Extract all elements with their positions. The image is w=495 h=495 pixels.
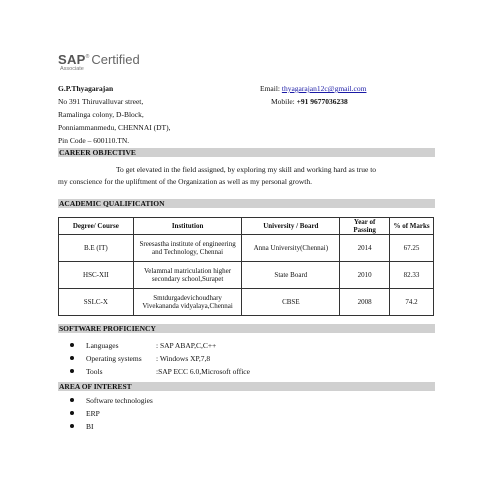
column-header: Institution <box>133 218 242 235</box>
address-line-1: No 391 Thiruvalluvar street, <box>58 97 144 106</box>
skill-label: Tools <box>86 367 103 376</box>
degree-cell: HSC-XII <box>59 262 134 289</box>
board-cell: Anna University(Chennai) <box>242 235 340 262</box>
year-cell: 2014 <box>340 235 390 262</box>
candidate-name: G.P.Thyagarajan <box>58 84 114 93</box>
email-label: Email: <box>260 84 280 93</box>
institution-cell: Velammal matriculation higher secondary school,Surapet <box>133 262 242 289</box>
area-of-interest-heading: AREA OF INTEREST <box>58 382 435 391</box>
institution-cell: Smtdurgadevichoudhary Vivekananda vidyalaya,Chennai <box>133 289 242 316</box>
degree-cell: SSLC-X <box>59 289 134 316</box>
objective-line-1: To get elevated in the field assigned, by exploring my skill and working hard as true to <box>116 165 377 174</box>
objective-line-2: my conscience for the upliftment of the Organization as well as my personal growth. <box>58 177 312 186</box>
skill-value: : Windows XP,7,8 <box>156 354 211 363</box>
skill-value: : SAP ABAP,C,C++ <box>156 341 217 350</box>
sap-certified-logo <box>58 52 140 67</box>
mobile-number: +91 9677036238 <box>296 97 348 106</box>
logo-registered-mark: ® <box>85 54 90 60</box>
column-header: University / Board <box>242 218 340 235</box>
board-cell: State Board <box>242 262 340 289</box>
interest-label: ERP <box>86 409 100 418</box>
marks-cell: 67.25 <box>390 235 434 262</box>
interest-label: Software technologies <box>86 396 153 405</box>
bullet-icon <box>70 398 74 402</box>
marks-cell: 82.33 <box>390 262 434 289</box>
academic-table <box>58 217 434 316</box>
table-row <box>59 262 434 289</box>
year-cell: 2008 <box>340 289 390 316</box>
email-link[interactable]: thyagarajan12c@gmail.com <box>281 84 367 93</box>
table-row <box>59 235 434 262</box>
software-proficiency-heading: SOFTWARE PROFICIENCY <box>58 324 435 333</box>
table-header-row <box>59 218 434 235</box>
mobile-label: Mobile: <box>271 97 295 106</box>
career-objective-heading: CAREER OBJECTIVE <box>58 148 435 157</box>
logo-brand: SAP <box>58 52 86 67</box>
logo-associate: Associate <box>60 66 84 72</box>
bullet-icon <box>70 356 74 360</box>
career-objective-text <box>58 164 435 188</box>
table-row <box>59 289 434 316</box>
academic-qualification-heading: ACADEMIC QUALIFICATION <box>58 199 435 208</box>
bullet-icon <box>70 424 74 428</box>
column-header: Degree/ Course <box>59 218 134 235</box>
year-cell: 2010 <box>340 262 390 289</box>
skill-label: Operating systems <box>86 354 142 363</box>
institution-cell: Sreesastha institute of engineering and Technology, Chennai <box>133 235 242 262</box>
marks-cell: 74.2 <box>390 289 434 316</box>
email-row <box>260 84 366 94</box>
column-header: % of Marks <box>390 218 434 235</box>
logo-certified: Certified <box>91 52 140 67</box>
skill-value: :SAP ECC 6.0,Microsoft office <box>156 367 250 376</box>
address-line-4: Pin Code – 600110.TN. <box>58 136 130 145</box>
address-line-3: Ponniammanmedu, CHENNAI (DT), <box>58 123 171 132</box>
mobile-row <box>271 97 348 107</box>
bullet-icon <box>70 369 74 373</box>
bullet-icon <box>70 343 74 347</box>
column-header: Year of Passing <box>340 218 390 235</box>
address-line-2: Ramalinga colony, D-Block, <box>58 110 144 119</box>
board-cell: CBSE <box>242 289 340 316</box>
skill-label: Languages <box>86 341 119 350</box>
degree-cell: B.E (IT) <box>59 235 134 262</box>
bullet-icon <box>70 411 74 415</box>
interest-label: BI <box>86 422 94 431</box>
